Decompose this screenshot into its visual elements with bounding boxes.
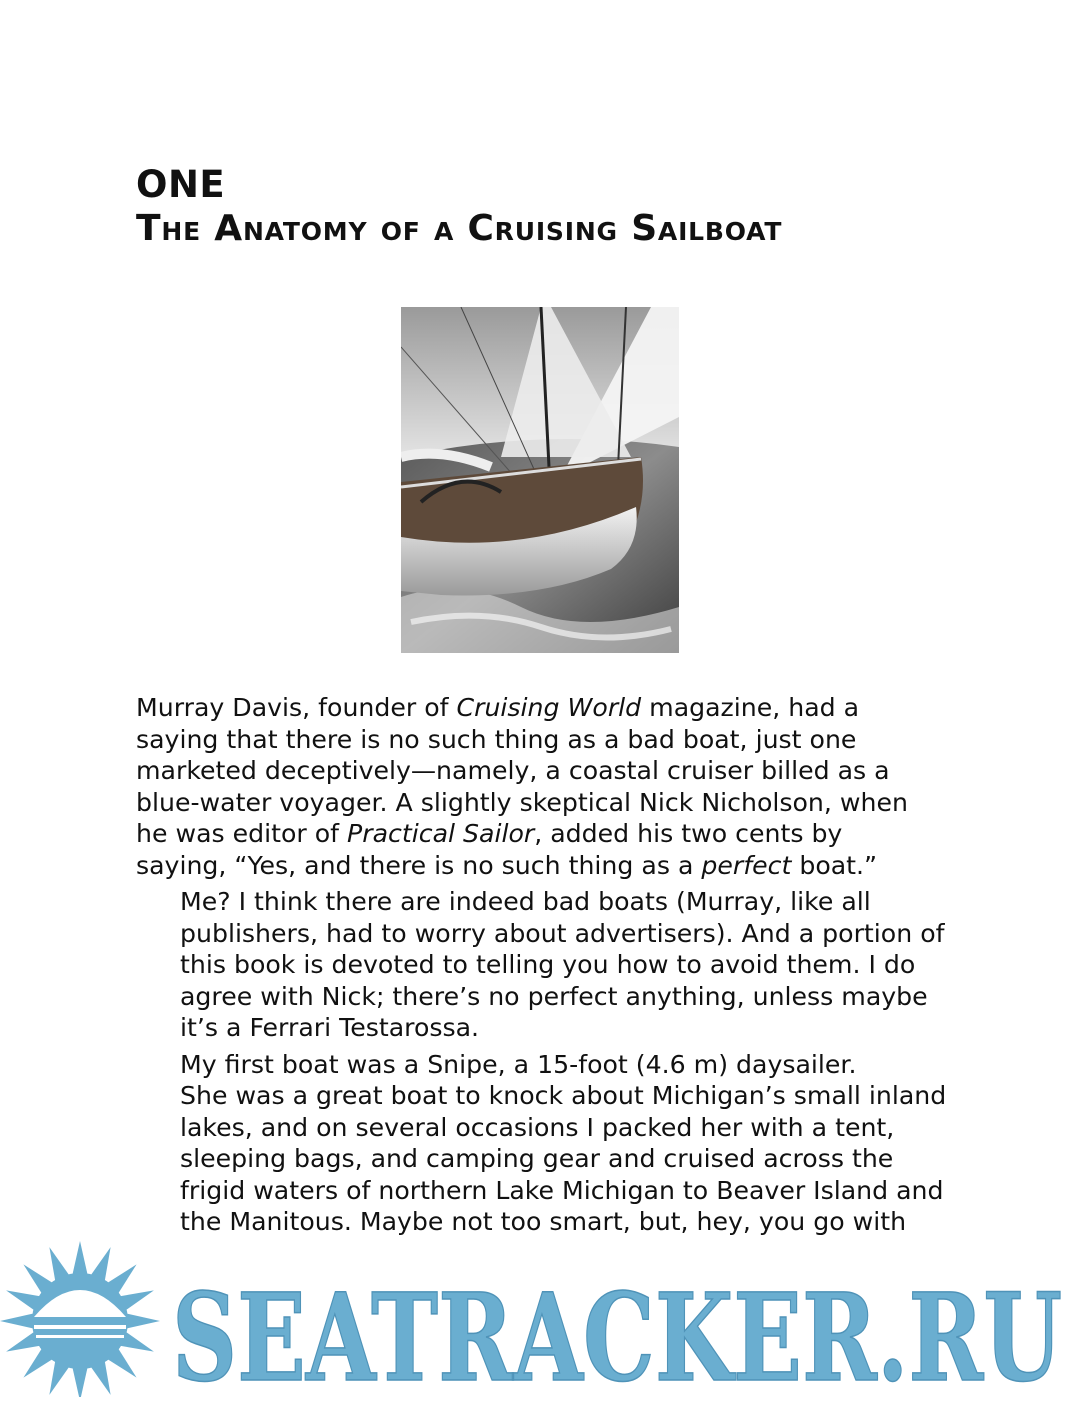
- seatracker-watermark: [0, 1238, 1080, 1397]
- paragraph-3: My first boat was a Snipe, a 15-foot (4.6 m) daysailer. She was a great boat to knock about Michigan’s small inland lakes, and on several occasions I packed her with a tent, sleeping bags, and camping gear and cruised across the frigid waters of northern Lake Michigan to Beaver Island and the Manitous. Maybe not too smart, but, hey, you go with: [180, 1049, 947, 1236]
- paragraph-1: Murray Davis, founder of Cruising World magazine, had a saying that there is no such thing as a bad boat, just one marketed deceptively—namely, a coastal cruiser billed as a blue-water voyager. A slightly skeptical Nick Nicholson, when he was editor of Practical Sailor, added his two cents by saying, “Yes, and there is no such thing as a perfect boat.”: [136, 693, 908, 880]
- chapter-number: ONE: [136, 163, 226, 206]
- paragraph-2: Me? I think there are indeed bad boats (Murray, like all publishers, had to worry about advertisers). And a portion of this book is devoted to telling you how to avoid them. I do agree with Nick; there’s no perfect anything, unless maybe it’s a Ferrari Testarossa.: [180, 887, 945, 1042]
- sailboat-photo: [401, 307, 679, 653]
- chapter-title: The Anatomy of a Cruising Sailboat: [136, 208, 783, 249]
- watermark-text: SEATRACKER.RU: [172, 1266, 1062, 1397]
- body-text: [136, 692, 946, 1243]
- sun-logo-icon: [0, 1241, 160, 1397]
